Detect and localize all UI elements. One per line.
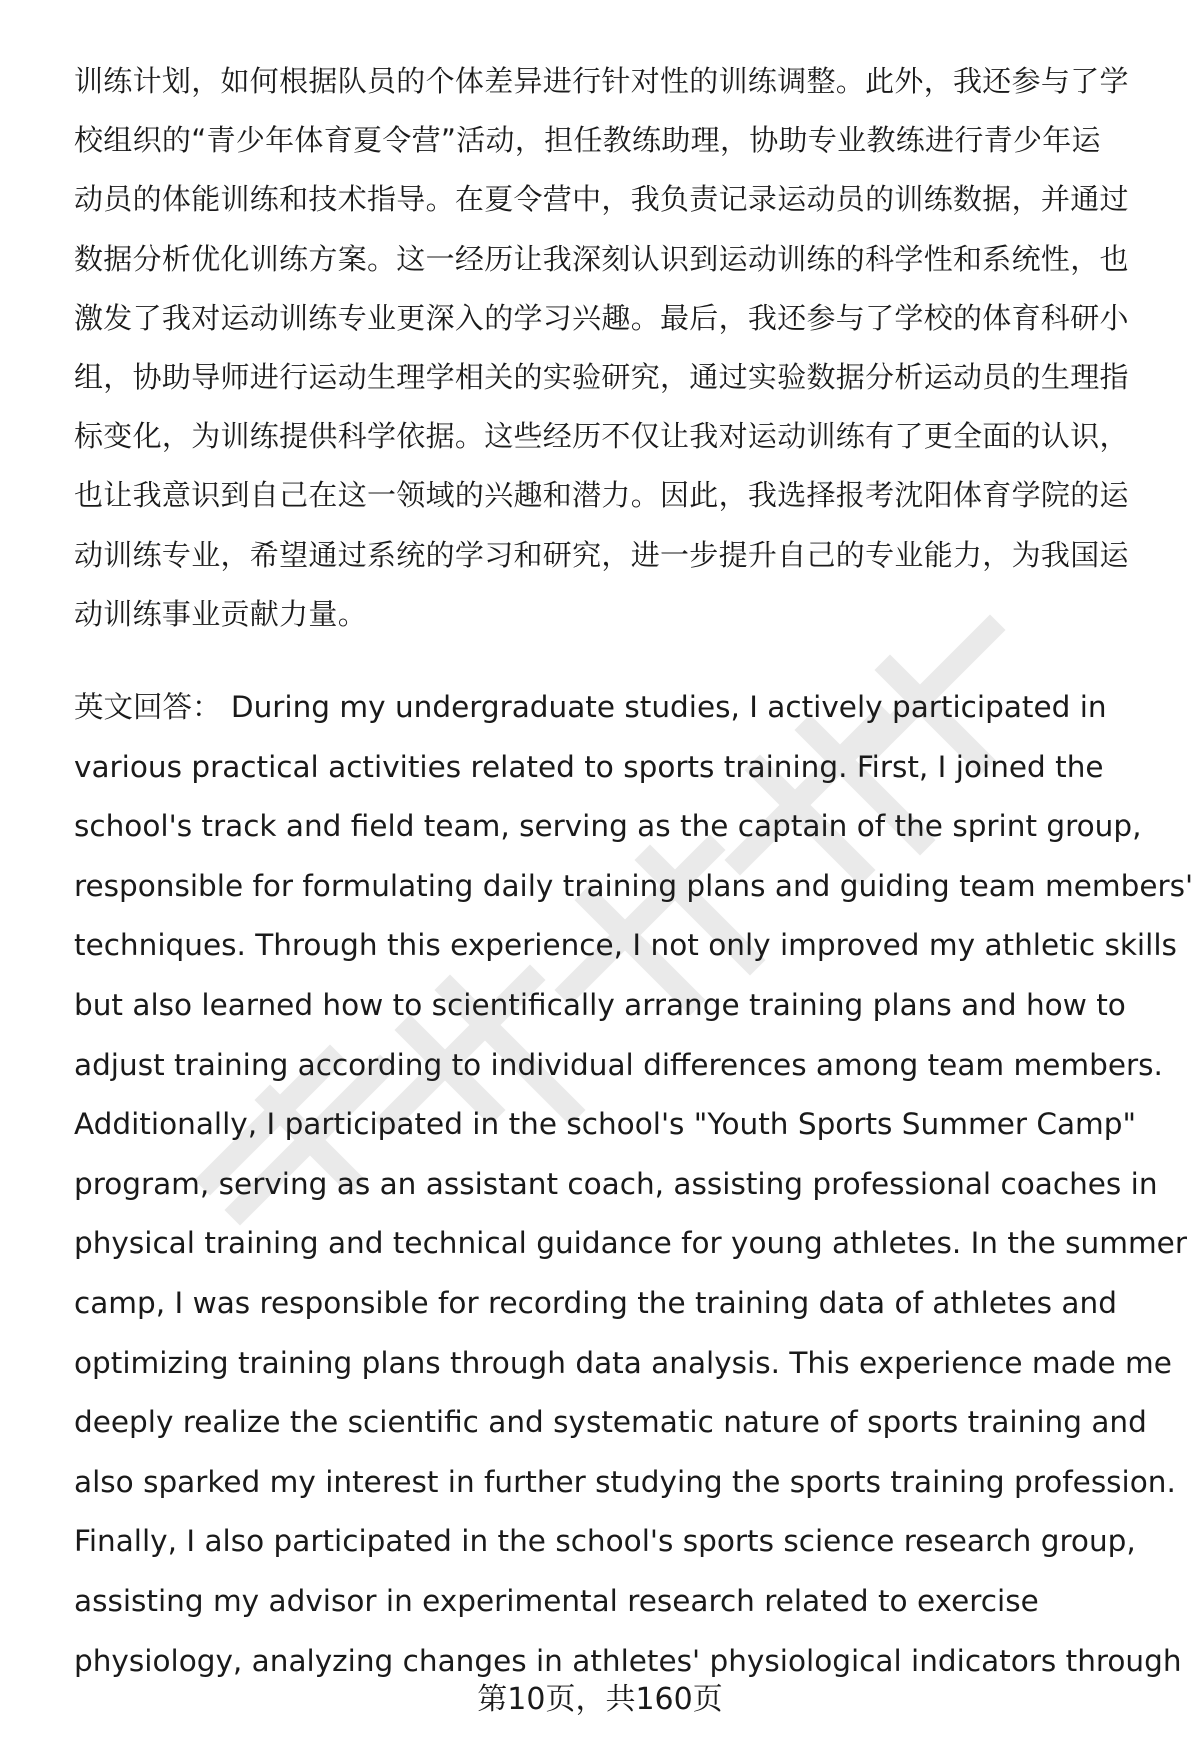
english-text-line: program, serving as an assistant coach, assisting professional coaches in: [74, 1166, 1158, 1201]
page-number-footer: 第10页，共160页: [477, 1682, 723, 1717]
english-text-line: techniques. Through this experience, I not only improved my athletic skills: [74, 928, 1177, 963]
chinese-text-line: 动训练专业，希望通过系统的学习和研究，进一步提升自己的专业能力，为我国运: [74, 537, 1129, 572]
english-text-line: various practical activities related to sports training. First, I joined the: [74, 749, 1104, 784]
chinese-answer-paragraph: [74, 52, 1154, 644]
chinese-text-line: 激发了我对运动训练专业更深入的学习兴趣。最后，我还参与了学校的体育科研小: [74, 300, 1129, 335]
english-text-line: adjust training according to individual differences among team members.: [74, 1047, 1163, 1082]
chinese-text-line: 也让我意识到自己在这一领域的兴趣和潜力。因此，我选择报考沈阳体育学院的运: [74, 478, 1129, 513]
chinese-text-line: 数据分析优化训练方案。这一经历让我深刻认识到运动训练的科学性和系统性，也: [74, 241, 1129, 276]
english-text-line: physical training and technical guidance for young athletes. In the summer: [74, 1226, 1187, 1261]
english-text-line: 英文回答： During my undergraduate studies, I actively participated in: [74, 690, 1107, 724]
english-text-line: responsible for formulating daily training plans and guiding team members': [74, 868, 1194, 903]
chinese-text-line: 动员的体能训练和技术指导。在夏令营中，我负责记录运动员的训练数据，并通过: [74, 182, 1129, 217]
english-text-line: Finally, I also participated in the school's sports science research group,: [74, 1524, 1136, 1559]
english-text-line: camp, I was responsible for recording the training data of athletes and: [74, 1285, 1117, 1320]
english-answer-paragraph: [74, 678, 1194, 1691]
english-text-line: but also learned how to scientifically arrange training plans and how to: [74, 987, 1126, 1022]
english-text-line: optimizing training plans through data analysis. This experience made me: [74, 1345, 1172, 1380]
english-text-line: school's track and field team, serving as the captain of the sprint group,: [74, 809, 1142, 844]
chinese-text-line: 校组织的“青少年体育夏令营”活动，担任教练助理，协助专业教练进行青少年运: [74, 123, 1101, 158]
english-text-line: physiology, analyzing changes in athletes' physiological indicators through: [74, 1643, 1182, 1678]
chinese-text-line: 动训练事业贡献力量。: [74, 596, 368, 631]
chinese-text-line: 组，协助导师进行运动生理学相关的实验研究，通过实验数据分析运动员的生理指: [74, 359, 1129, 394]
english-text-line: deeply realize the scientific and systematic nature of sports training and: [74, 1405, 1147, 1440]
english-text-line: Additionally, I participated in the school's "Youth Sports Summer Camp": [74, 1107, 1137, 1142]
chinese-text-line: 训练计划，如何根据队员的个体差异进行针对性的训练调整。此外，我还参与了学: [74, 64, 1129, 98]
chinese-text-line: 标变化，为训练提供科学依据。这些经历不仅让我对运动训练有了更全面的认识，: [74, 419, 1129, 454]
english-text-line: also sparked my interest in further studying the sports training profession.: [74, 1464, 1176, 1499]
english-text-line: assisting my advisor in experimental research related to exercise: [74, 1583, 1039, 1618]
